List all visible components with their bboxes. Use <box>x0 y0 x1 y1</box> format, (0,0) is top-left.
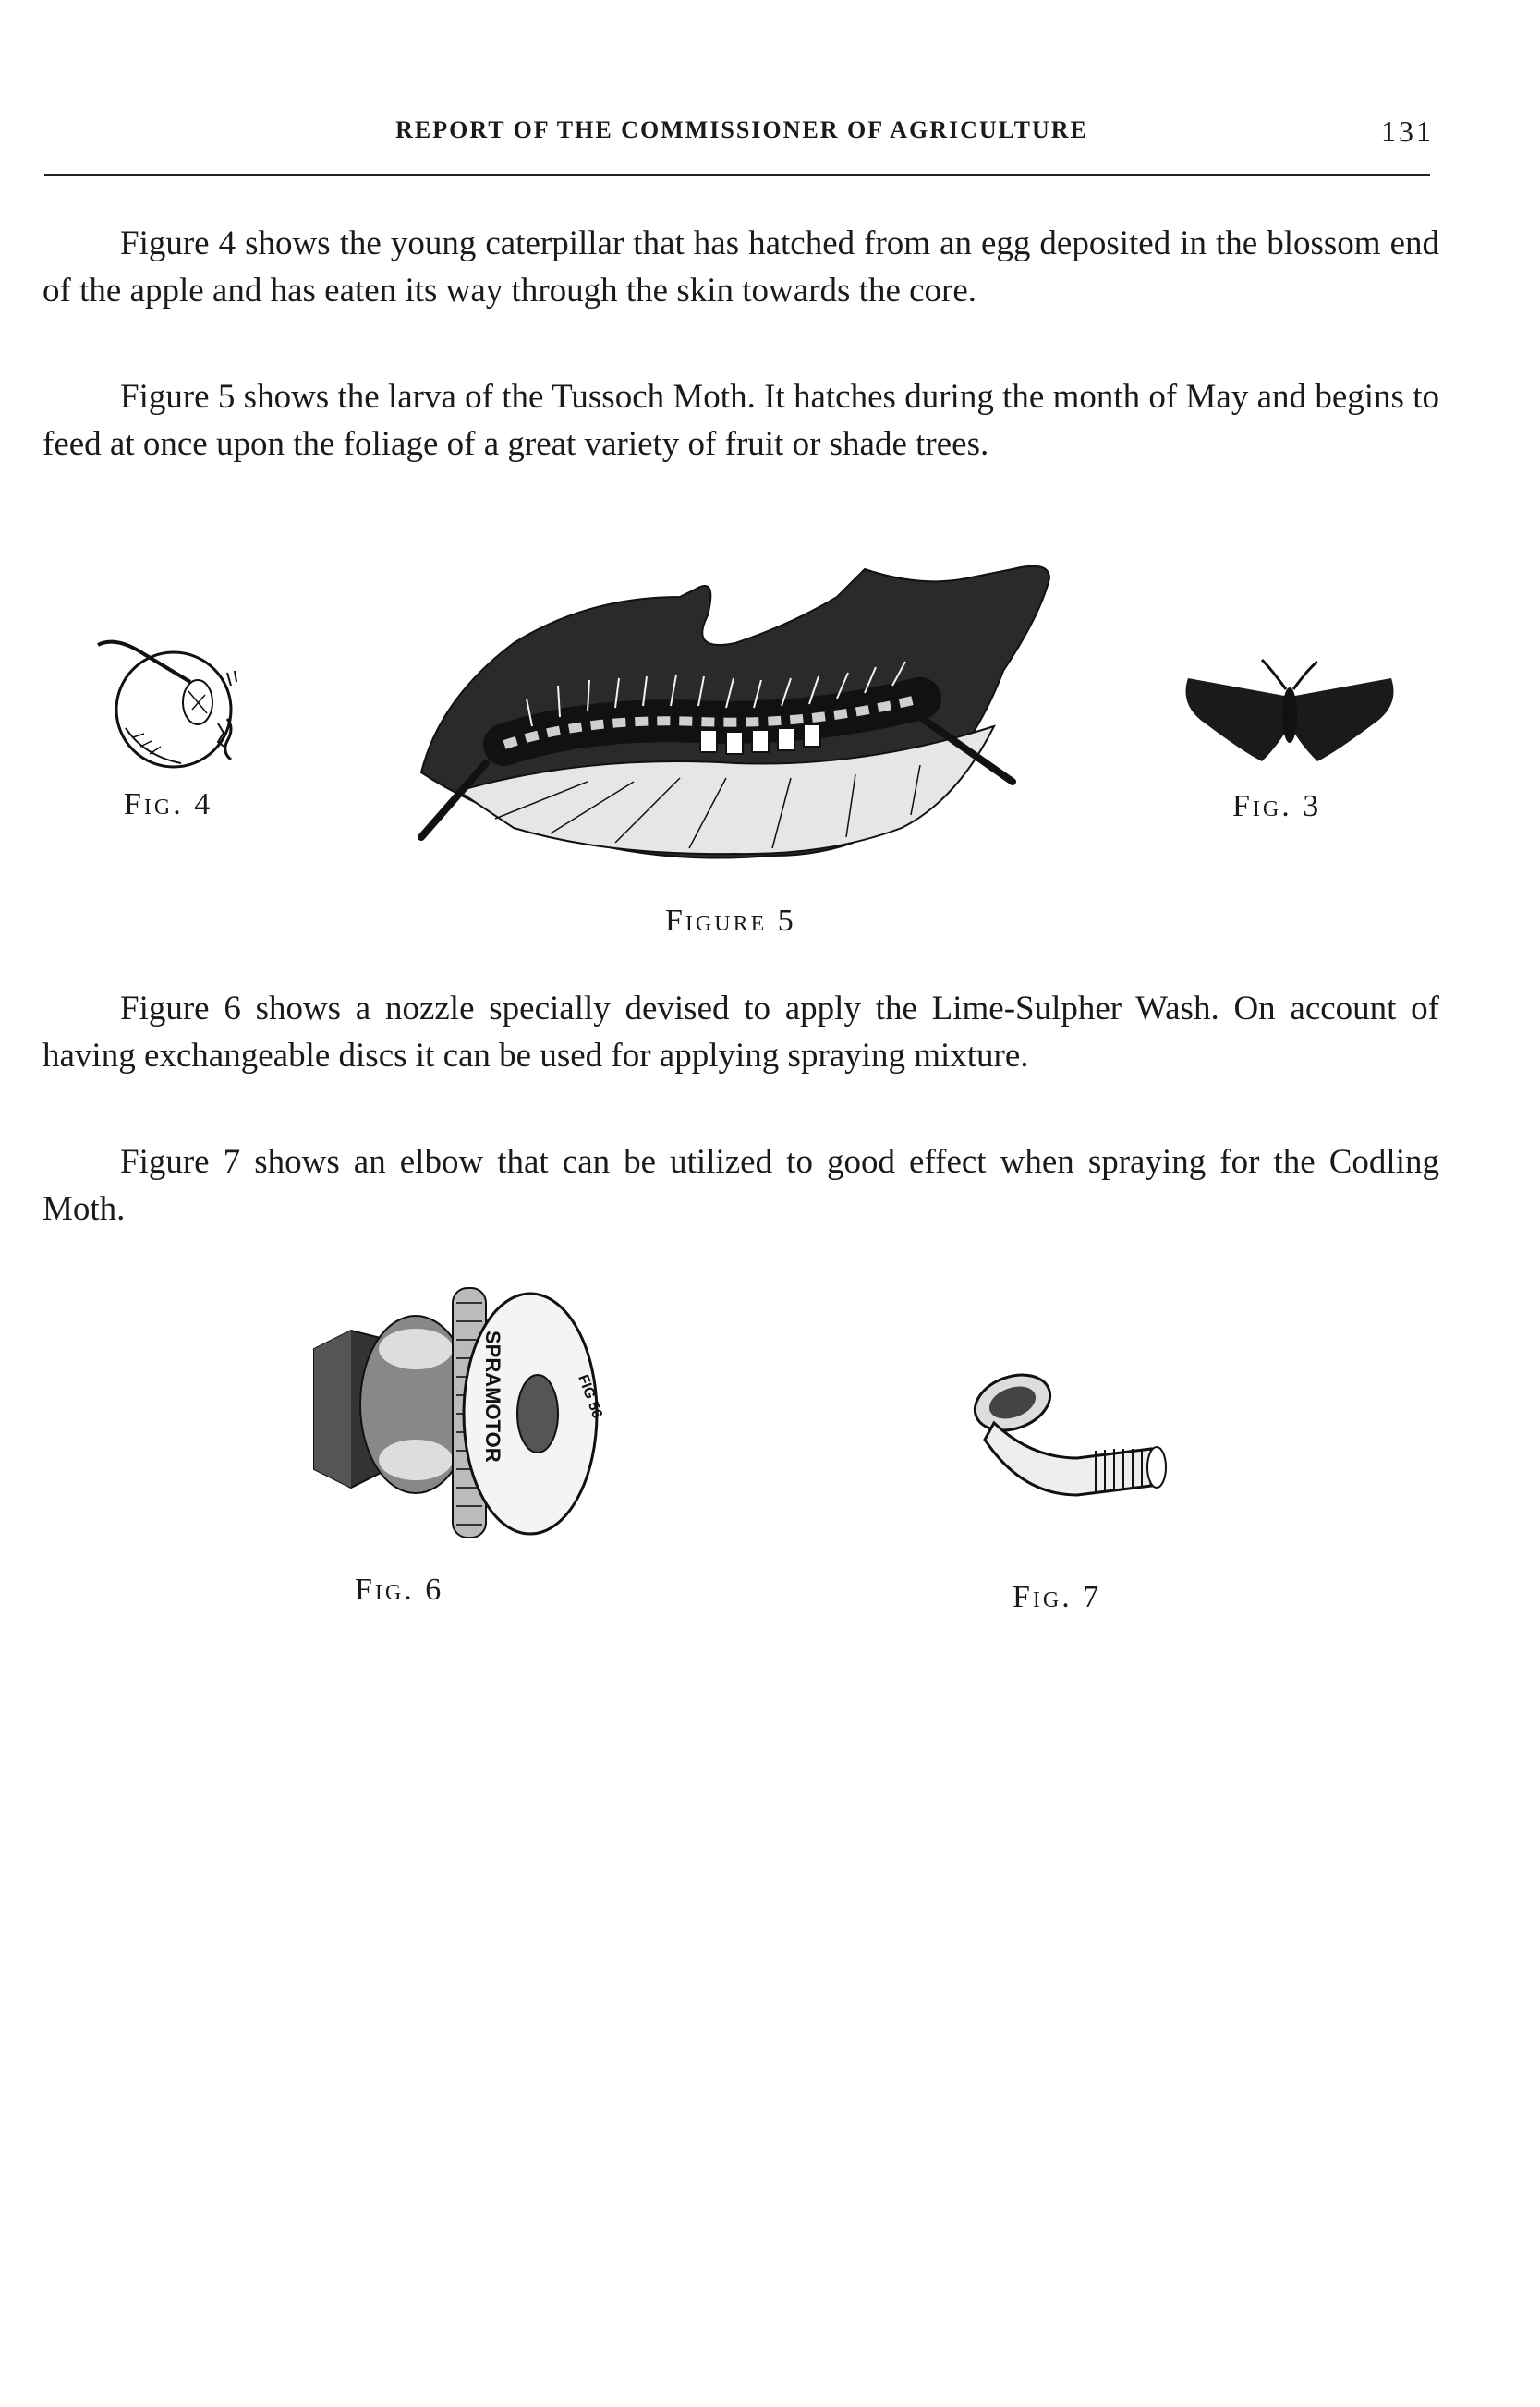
nozzle-disc-label: FIG 56 <box>575 1372 605 1421</box>
fig4-apple-illustration <box>89 617 273 774</box>
paragraph-figure-7: Figure 7 shows an elbow that can be utilized to good effect when spraying for the Codling Moth. <box>42 1143 1439 1228</box>
fig4-caption: Fig. 4 <box>124 787 213 821</box>
fig7-elbow-illustration <box>966 1356 1179 1495</box>
running-head <box>44 109 1439 155</box>
fig6-nozzle-illustration <box>305 1275 605 1552</box>
fig3-moth-illustration <box>1179 650 1401 771</box>
paragraph-figure-4: Figure 4 shows the young caterpillar that has hatched from an egg deposited in the blossom end of the apple and has eaten its way through the skin towards the core. <box>42 225 1439 310</box>
fig5-caption: Figure 5 <box>665 904 796 938</box>
nozzle-brand-label: SPRAMOTOR <box>481 1331 504 1463</box>
running-title: REPORT OF THE COMMISSIONER OF AGRICULTURE <box>395 116 1088 143</box>
fig6-caption: Fig. 6 <box>355 1573 444 1607</box>
page-number: 131 <box>1381 115 1434 148</box>
fig5-tussock-larva-illustration <box>403 560 1064 865</box>
fig3-caption: Fig. 3 <box>1232 789 1322 823</box>
header-rule <box>44 174 1430 176</box>
paragraph-figure-6: Figure 6 shows a nozzle specially devised to apply the Lime-Sulpher Wash. On account of having exchangeable discs it can be used for applying spraying mixture. <box>42 990 1439 1075</box>
paragraph-figure-5: Figure 5 shows the larva of the Tussoch Moth. It hatches during the month of May and begins to feed at once upon the foliage of a great variety of fruit or shade trees. <box>42 378 1439 463</box>
fig7-caption: Fig. 7 <box>1013 1580 1102 1614</box>
